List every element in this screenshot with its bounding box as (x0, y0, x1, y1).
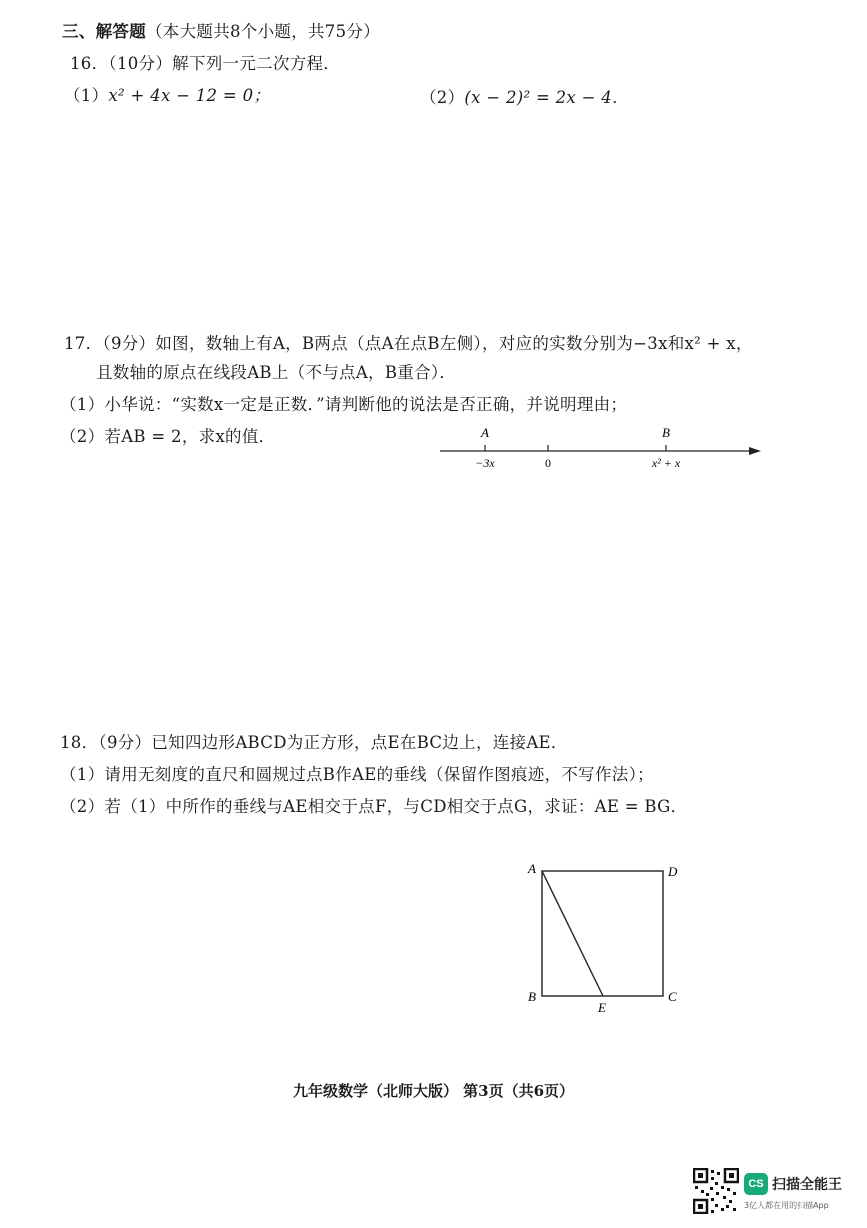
vertex-a-label: A (528, 861, 536, 876)
q16-part1-label: （1） (64, 86, 109, 105)
q17-part2: （2）若AB = 2，求x的值． (60, 427, 276, 446)
scanner-logo: CS (744, 1173, 768, 1195)
square-figure (520, 856, 690, 1021)
segment-ae (542, 871, 603, 996)
q17-stem-line2: 且数轴的原点在线段AB上（不与点A，B重合）． (96, 363, 457, 382)
page-footer: 九年级数学（北师大版） 第3页（共6页） (292, 1082, 575, 1100)
square-abcd (542, 871, 663, 996)
q16-part2 (420, 84, 629, 108)
q18-part2: （2）若（1）中所作的垂线与AE相交于点F，与CD相交于点G，求证：AE = BG． (60, 797, 688, 816)
q16-part2-equation: (x − 2)² = 2x − 4． (464, 88, 629, 107)
q16-part1 (64, 82, 270, 106)
point-b-label: B (662, 425, 670, 440)
tick-a-label: −3x (475, 456, 495, 470)
q16-part1-equation: x² + 4x − 12 = 0； (108, 86, 271, 105)
section-title: 三、解答题 (62, 22, 146, 41)
q16-stem: 16．（10分）解下列一元二次方程． (70, 54, 341, 73)
q16-part2-label: （2） (420, 88, 465, 107)
point-e-label: E (598, 1000, 606, 1015)
point-a-label: A (481, 425, 489, 440)
qr-code-icon (693, 1168, 739, 1214)
q17-part1: （1）小华说：“实数x一定是正数．”请判断他的说法是否正确，并说明理由； (60, 395, 628, 414)
section-note: （本大题共8个小题，共75分） (146, 22, 380, 41)
vertex-b-label: B (528, 989, 536, 1004)
q17-stem-line1: 17．（9分）如图，数轴上有A，B两点（点A在点B左侧），对应的实数分别为−3x和x² + x， (64, 334, 753, 353)
q18-part1: （1）请用无刻度的直尺和圆规过点B作AE的垂线（保留作图痕迹，不写作法）； (60, 765, 654, 784)
section-heading (62, 18, 380, 42)
scanner-title: 扫描全能王 (772, 1177, 842, 1193)
vertex-c-label: C (668, 989, 677, 1004)
tick-b-label: x² + x (651, 456, 681, 470)
vertex-d-label: D (668, 864, 678, 879)
number-line-arrow (749, 447, 761, 455)
q18-stem: 18．（9分）已知四边形ABCD为正方形，点E在BC边上，连接AE． (60, 733, 568, 752)
scanner-subtitle: 3亿人都在用的扫描App (744, 1201, 829, 1210)
number-line-figure (435, 420, 765, 475)
tick-origin-label: 0 (545, 456, 551, 470)
